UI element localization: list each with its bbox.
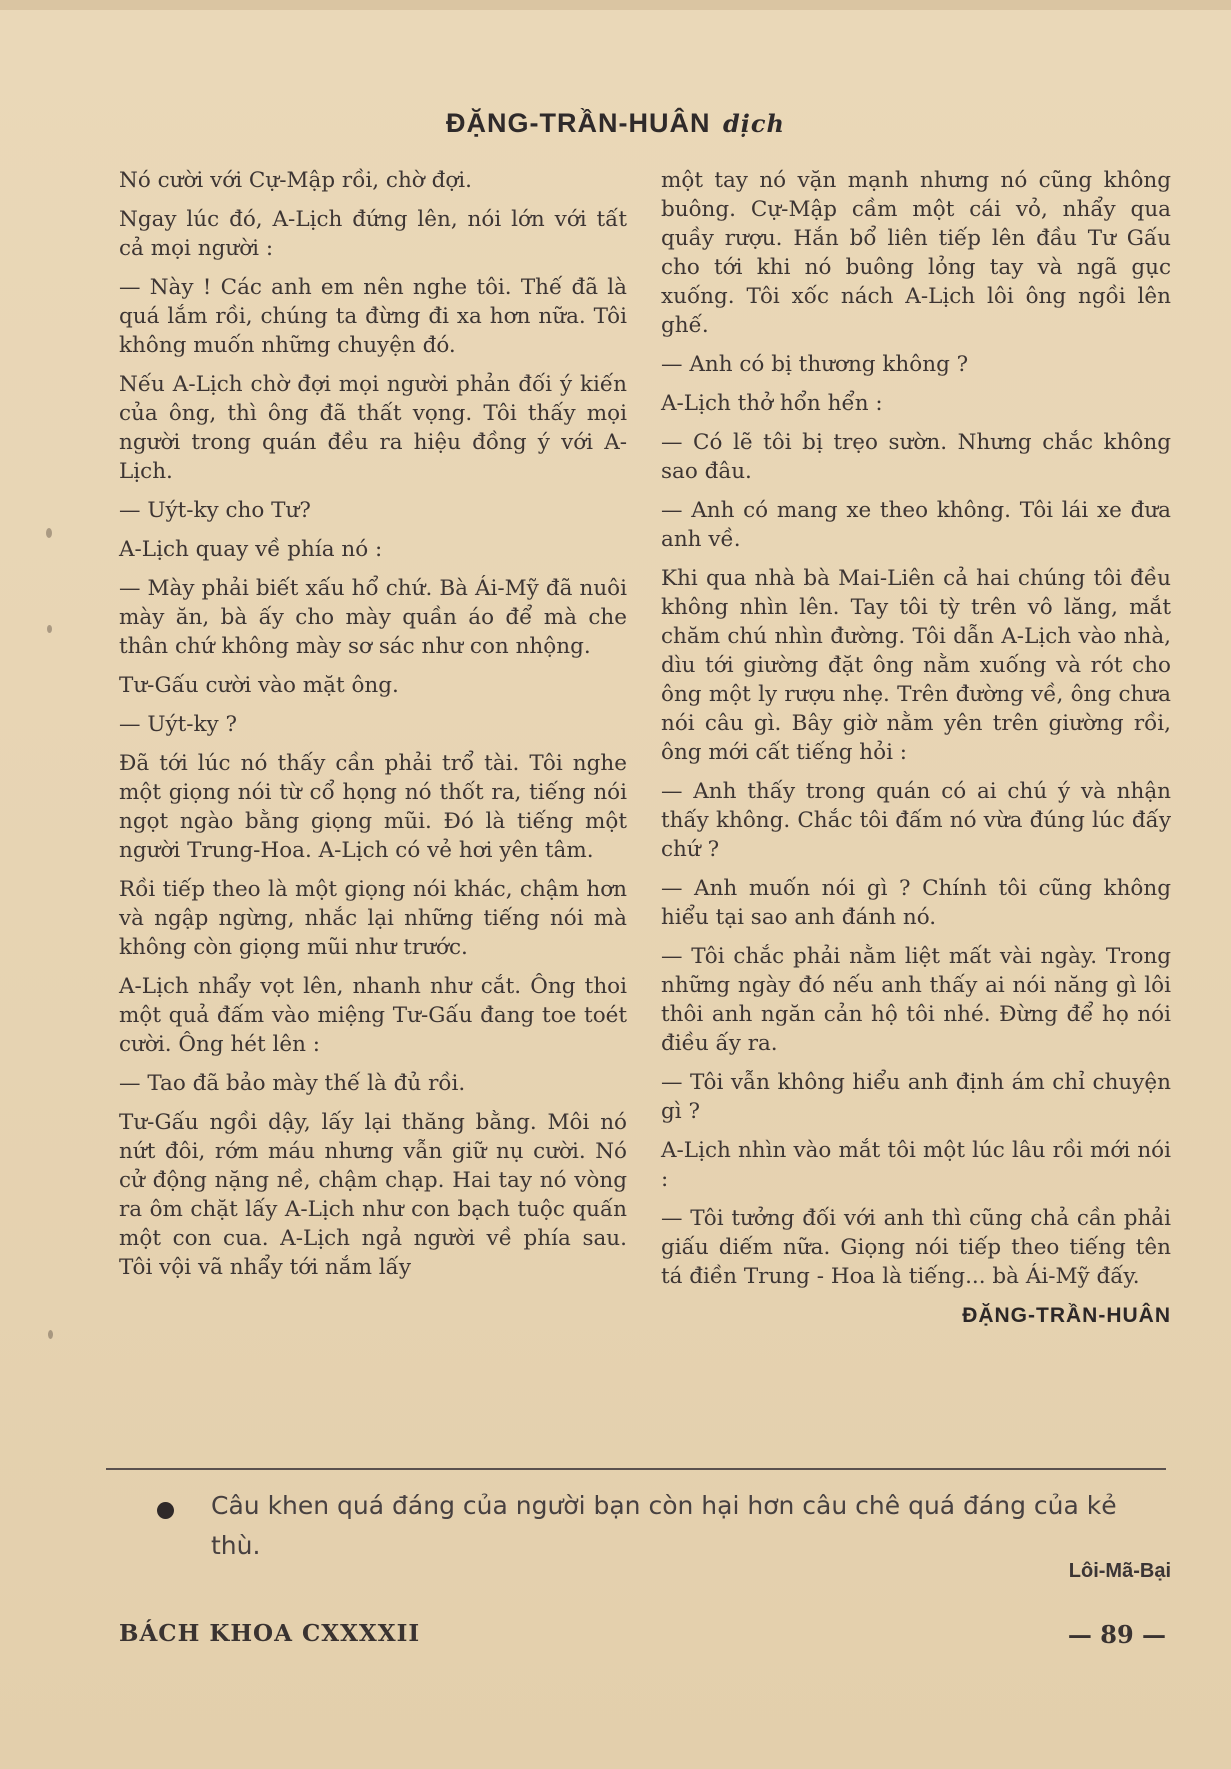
paragraph: — Tôi tưởng đối với anh thì cũng chả cần phải giấu diếm nữa. Giọng nói tiếp theo tiếng tên tá điền Trung - Hoa là tiếng... bà Ái-Mỹ đấy.	[661, 1206, 1171, 1289]
section-divider	[106, 1468, 1166, 1470]
paper-speck	[46, 528, 52, 538]
quote-text: Câu khen quá đáng của người bạn còn hại hơn câu chê quá đáng của kẻ thù.	[211, 1491, 1117, 1560]
paragraph: — Anh có mang xe theo không. Tôi lái xe đưa anh về.	[661, 498, 1171, 552]
paragraph: — Tôi vẫn không hiểu anh định ám chỉ chuyện gì ?	[661, 1070, 1171, 1124]
paragraph: Khi qua nhà bà Mai-Liên cả hai chúng tôi đều không nhìn lên. Tay tôi tỳ trên vô lăng, mắt chăm chú nhìn đường. Tôi dẫn A-Lịch vào nhà, dìu tới giường đặt ông nằm xuống và rót cho ông một ly rượu nhẹ. Trên đường về, ông chưa nói câu gì. Bây giờ nằm yên trên giường rồi, ông mới cất tiếng hỏi :	[661, 566, 1171, 765]
paper-speck	[47, 625, 52, 633]
paragraph: A-Lịch thở hổn hển :	[661, 391, 883, 416]
paragraph: Tư-Gấu ngồi dậy, lấy lại thăng bằng. Môi nó nứt đôi, rớm máu nhưng vẫn giữ nụ cười. Nó cử động nặng nề, chậm chạp. Hai tay nó vòng ra ôm chặt lấy A-Lịch như con bạch tuộc quấn một con cua. A-Lịch ngả người về phía sau. Tôi vội vã nhẩy tới nắm lấy	[119, 1110, 627, 1280]
paragraph: A-Lịch nhìn vào mắt tôi một lúc lâu rồi mới nói :	[661, 1138, 1171, 1192]
paragraph: Rồi tiếp theo là một giọng nói khác, chậm hơn và ngập ngừng, nhắc lại những tiếng nói mà không còn giọng mũi như trước.	[119, 877, 627, 960]
paragraph: — Uýt-ky cho Tư?	[119, 498, 311, 523]
quote-block	[162, 1486, 1172, 1566]
paragraph: — Anh có bị thương không ?	[661, 352, 969, 377]
paragraph: — Tôi chắc phải nằm liệt mất vài ngày. Trong những ngày đó nếu anh thấy ai nói năng gì lôi thôi anh ngăn cản hộ tôi nhé. Đừng để họ nói điều ấy ra.	[661, 944, 1171, 1056]
paragraph: — Anh thấy trong quán có ai chú ý và nhận thấy không. Chắc tôi đấm nó vừa đúng lúc đấy chứ ?	[661, 779, 1171, 862]
paragraph: — Có lẽ tôi bị trẹo sườn. Nhưng chắc không sao đâu.	[661, 430, 1171, 484]
page-edge	[0, 0, 1231, 10]
page-number: — 89 —	[1067, 1620, 1166, 1649]
paragraph: một tay nó vặn mạnh nhưng nó cũng không buông. Cự-Mập cầm một cái vỏ, nhẩy qua quầy rượu. Hắn bổ liên tiếp lên đầu Tư Gấu cho tới khi nó buông lỏng tay và ngã gục xuống. Tôi xốc nách A-Lịch lôi ông ngồi lên ghế.	[661, 168, 1171, 338]
left-column	[119, 166, 627, 1292]
right-column	[661, 166, 1171, 1330]
quote-author: Lôi-Mã-Bại	[1068, 1560, 1171, 1582]
paragraph: — Này ! Các anh em nên nghe tôi. Thế đã là quá lắm rồi, chúng ta đừng đi xa hơn nữa. Tôi không muốn những chuyện đó.	[119, 275, 627, 358]
paragraph: — Uýt-ky ?	[119, 712, 238, 737]
paper-speck	[48, 1330, 53, 1339]
paragraph: Đã tới lúc nó thấy cần phải trổ tài. Tôi nghe một giọng nói từ cổ họng nó thốt ra, tiếng nói ngọt ngào bằng giọng mũi. Đó là tiếng một người Trung-Hoa. A-Lịch có vẻ hơi yên tâm.	[119, 751, 627, 863]
translator-suffix: dịch	[723, 109, 785, 138]
paragraph: — Tao đã bảo mày thế là đủ rồi.	[119, 1071, 466, 1096]
translator-header	[0, 108, 1231, 139]
paragraph: A-Lịch nhẩy vọt lên, nhanh như cắt. Ông thoi một quả đấm vào miệng Tư-Gấu đang toe toét cười. Ông hét lên :	[119, 974, 627, 1057]
paragraph: — Mày phải biết xấu hổ chứ. Bà Ái-Mỹ đã nuôi mày ăn, bà ấy cho mày quần áo để mà che thân chứ không mày sơ sác như con nhộng.	[119, 576, 627, 659]
paragraph: Nếu A-Lịch chờ đợi mọi người phản đối ý kiến của ông, thì ông đã thất vọng. Tôi thấy mọi người trong quán đều ra hiệu đồng ý với A-Lịch.	[119, 372, 627, 484]
paragraph: Ngay lúc đó, A-Lịch đứng lên, nói lớn với tất cả mọi người :	[119, 207, 627, 261]
paragraph: A-Lịch quay về phía nó :	[119, 537, 383, 562]
paragraph: — Anh muốn nói gì ? Chính tôi cũng không hiểu tại sao anh đánh nó.	[661, 876, 1171, 930]
translator-name: ĐẶNG-TRẦN-HUÂN	[446, 108, 711, 138]
author-signature: ĐẶNG-TRẦN-HUÂN	[962, 1304, 1171, 1327]
publication-name: BÁCH KHOA CXXXXII	[119, 1620, 421, 1647]
paragraph: Nó cười với Cự-Mập rồi, chờ đợi.	[119, 168, 472, 193]
paragraph: Tư-Gấu cười vào mặt ông.	[119, 673, 399, 698]
